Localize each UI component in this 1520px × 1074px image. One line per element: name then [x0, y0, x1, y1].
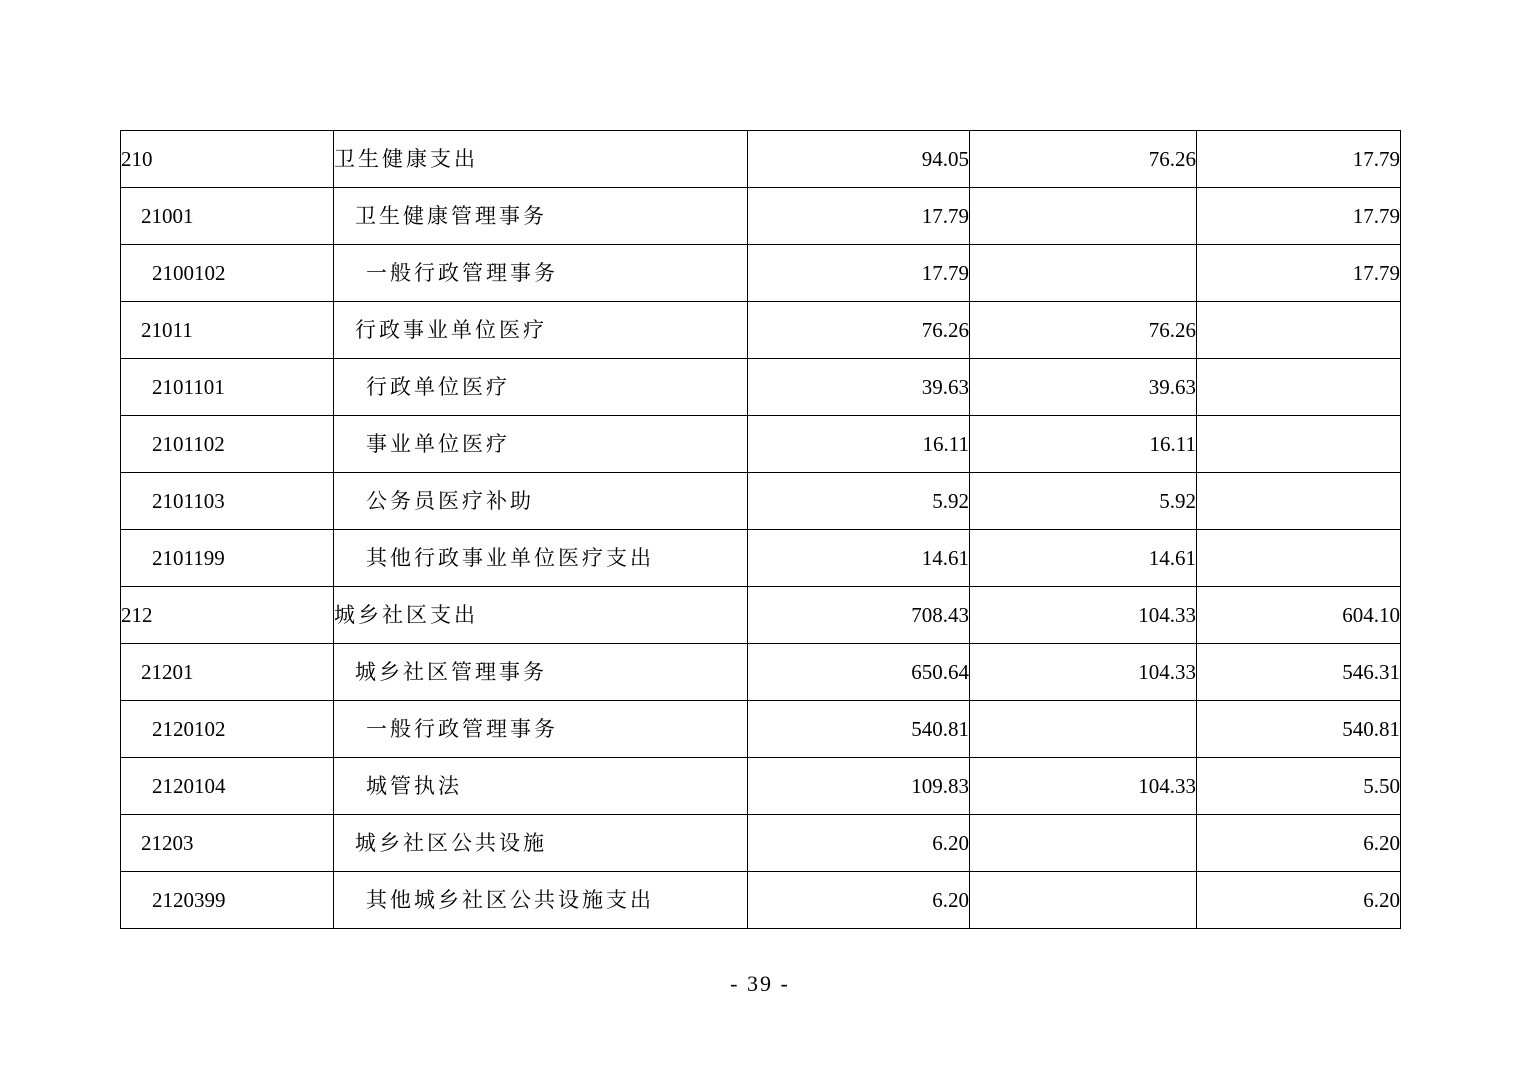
page-number: - 39 - [730, 971, 790, 996]
basic-expenditure: 104.33 [970, 758, 1197, 815]
subject-code: 21011 [121, 302, 334, 359]
total-amount: 540.81 [748, 701, 970, 758]
total-amount: 650.64 [748, 644, 970, 701]
subject-code: 2120102 [121, 701, 334, 758]
basic-expenditure: 39.63 [970, 359, 1197, 416]
table-row [121, 587, 1401, 644]
project-expenditure: 5.50 [1197, 758, 1401, 815]
subject-name: 行政事业单位医疗 [334, 302, 748, 359]
basic-expenditure [970, 245, 1197, 302]
basic-expenditure: 76.26 [970, 131, 1197, 188]
subject-name: 一般行政管理事务 [334, 701, 748, 758]
subject-code: 2120399 [121, 872, 334, 929]
project-expenditure: 6.20 [1197, 872, 1401, 929]
total-amount: 17.79 [748, 188, 970, 245]
subject-code: 2101103 [121, 473, 334, 530]
basic-expenditure: 104.33 [970, 587, 1197, 644]
subject-name: 城管执法 [334, 758, 748, 815]
table-row [121, 701, 1401, 758]
project-expenditure [1197, 416, 1401, 473]
project-expenditure: 17.79 [1197, 188, 1401, 245]
table-row [121, 188, 1401, 245]
table-row [121, 359, 1401, 416]
subject-name: 事业单位医疗 [334, 416, 748, 473]
project-expenditure: 17.79 [1197, 245, 1401, 302]
basic-expenditure: 16.11 [970, 416, 1197, 473]
project-expenditure [1197, 473, 1401, 530]
expenditure-table [120, 130, 1401, 929]
subject-code: 2120104 [121, 758, 334, 815]
subject-name: 行政单位医疗 [334, 359, 748, 416]
basic-expenditure: 14.61 [970, 530, 1197, 587]
subject-code: 212 [121, 587, 334, 644]
basic-expenditure: 76.26 [970, 302, 1197, 359]
total-amount: 94.05 [748, 131, 970, 188]
project-expenditure [1197, 302, 1401, 359]
total-amount: 76.26 [748, 302, 970, 359]
total-amount: 109.83 [748, 758, 970, 815]
subject-code: 2101102 [121, 416, 334, 473]
subject-name: 卫生健康管理事务 [334, 188, 748, 245]
total-amount: 39.63 [748, 359, 970, 416]
project-expenditure [1197, 359, 1401, 416]
subject-code: 2100102 [121, 245, 334, 302]
project-expenditure: 17.79 [1197, 131, 1401, 188]
subject-code: 21201 [121, 644, 334, 701]
table-row [121, 302, 1401, 359]
basic-expenditure [970, 188, 1197, 245]
basic-expenditure [970, 701, 1197, 758]
subject-name: 其他城乡社区公共设施支出 [334, 872, 748, 929]
table-row [121, 644, 1401, 701]
subject-code: 2101199 [121, 530, 334, 587]
total-amount: 708.43 [748, 587, 970, 644]
table-row [121, 416, 1401, 473]
total-amount: 14.61 [748, 530, 970, 587]
total-amount: 6.20 [748, 872, 970, 929]
project-expenditure: 6.20 [1197, 815, 1401, 872]
table-row [121, 872, 1401, 929]
total-amount: 5.92 [748, 473, 970, 530]
total-amount: 6.20 [748, 815, 970, 872]
subject-code: 21203 [121, 815, 334, 872]
table-row [121, 815, 1401, 872]
total-amount: 16.11 [748, 416, 970, 473]
subject-name: 城乡社区公共设施 [334, 815, 748, 872]
subject-code: 21001 [121, 188, 334, 245]
subject-name: 公务员医疗补助 [334, 473, 748, 530]
basic-expenditure [970, 872, 1197, 929]
basic-expenditure: 5.92 [970, 473, 1197, 530]
subject-code: 2101101 [121, 359, 334, 416]
total-amount: 17.79 [748, 245, 970, 302]
subject-name: 城乡社区管理事务 [334, 644, 748, 701]
subject-name: 其他行政事业单位医疗支出 [334, 530, 748, 587]
subject-code: 210 [121, 131, 334, 188]
table-row [121, 131, 1401, 188]
basic-expenditure [970, 815, 1197, 872]
subject-name: 城乡社区支出 [334, 587, 748, 644]
table-row [121, 530, 1401, 587]
project-expenditure: 604.10 [1197, 587, 1401, 644]
project-expenditure: 546.31 [1197, 644, 1401, 701]
table-row [121, 245, 1401, 302]
subject-name: 一般行政管理事务 [334, 245, 748, 302]
project-expenditure [1197, 530, 1401, 587]
table-row [121, 473, 1401, 530]
basic-expenditure: 104.33 [970, 644, 1197, 701]
table-row [121, 758, 1401, 815]
subject-name: 卫生健康支出 [334, 131, 748, 188]
project-expenditure: 540.81 [1197, 701, 1401, 758]
